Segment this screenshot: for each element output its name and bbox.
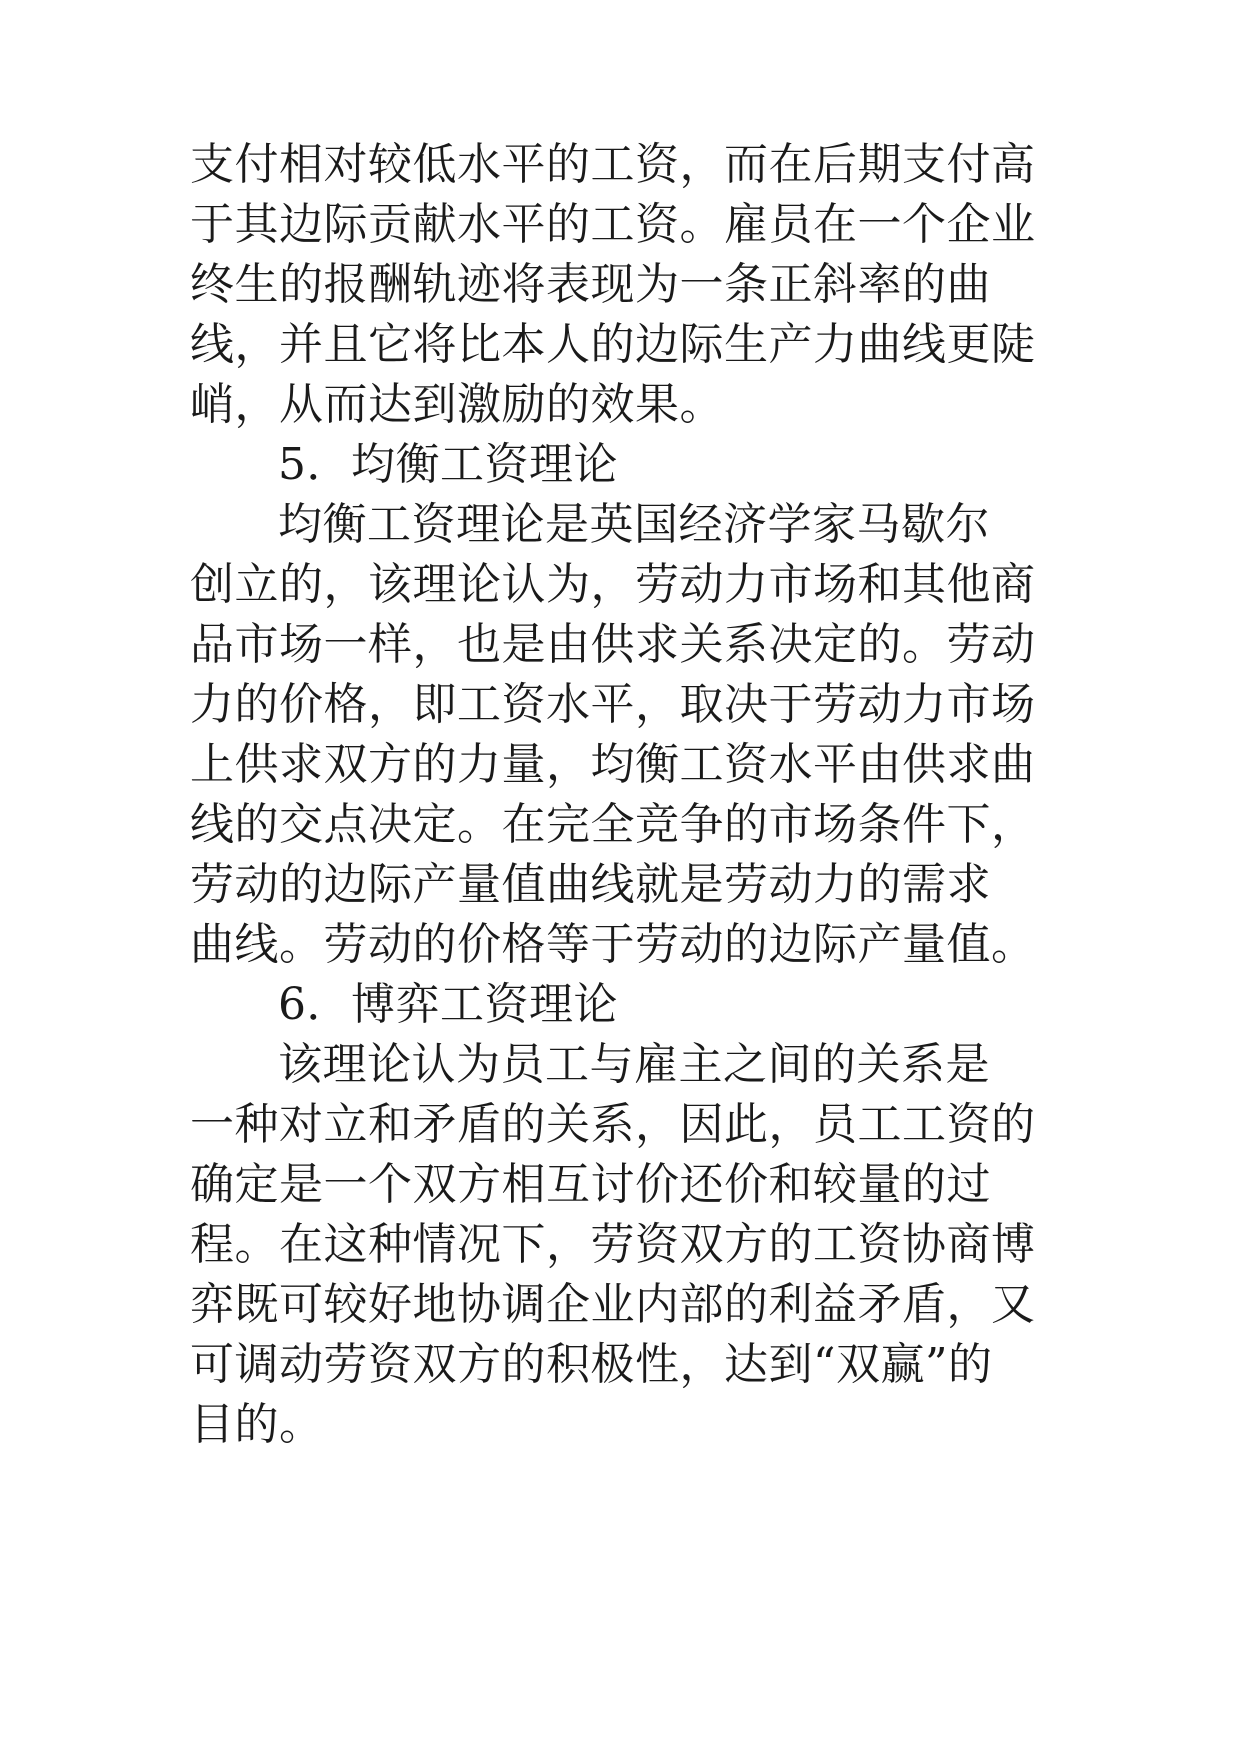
text-line: 弈既可较好地协调企业内部的利益矛盾，又 xyxy=(190,1279,1036,1330)
text-line: 品市场一样，也是由供求关系决定的。劳动 xyxy=(190,619,1036,670)
paragraph-first-line: 该理论认为员工与雇主之间的关系是 xyxy=(278,1039,990,1090)
text-line: 一种对立和矛盾的关系，因此，员工工资的 xyxy=(190,1099,1036,1150)
text-line: 曲线。劳动的价格等于劳动的边际产量值。 xyxy=(190,919,1036,970)
paragraph-first-line: 均衡工资理论是英国经济学家马歇尔 xyxy=(278,499,990,550)
text-line: 创立的，该理论认为，劳动力市场和其他商 xyxy=(190,559,1036,610)
text-line: 终生的报酬轨迹将表现为一条正斜率的曲 xyxy=(190,259,991,310)
text-line: 峭，从而达到激励的效果。 xyxy=(190,379,724,430)
text-line: 支付相对较低水平的工资，而在后期支付高 xyxy=(190,139,1036,190)
text-line: 程。在这种情况下，劳资双方的工资协商博 xyxy=(190,1219,1036,1270)
text-line: 劳动的边际产量值曲线就是劳动力的需求 xyxy=(190,859,991,910)
section-heading: 5．均衡工资理论 xyxy=(278,439,618,490)
text-line: 力的价格，即工资水平，取决于劳动力市场 xyxy=(190,679,1036,730)
section-heading: 6．博弈工资理论 xyxy=(278,979,618,1030)
text-line: 可调动劳资双方的积极性，达到“双赢”的 xyxy=(190,1339,993,1390)
text-line: 上供求双方的力量，均衡工资水平由供求曲 xyxy=(190,739,1036,790)
text-line: 确定是一个双方相互讨价还价和较量的过 xyxy=(190,1159,991,1210)
text-line: 线，并且它将比本人的边际生产力曲线更陡 xyxy=(190,319,1036,370)
text-line: 目的。 xyxy=(190,1399,324,1450)
text-line: 线的交点决定。在完全竞争的市场条件下， xyxy=(190,799,1036,850)
text-line: 于其边际贡献水平的工资。雇员在一个企业 xyxy=(190,199,1036,250)
